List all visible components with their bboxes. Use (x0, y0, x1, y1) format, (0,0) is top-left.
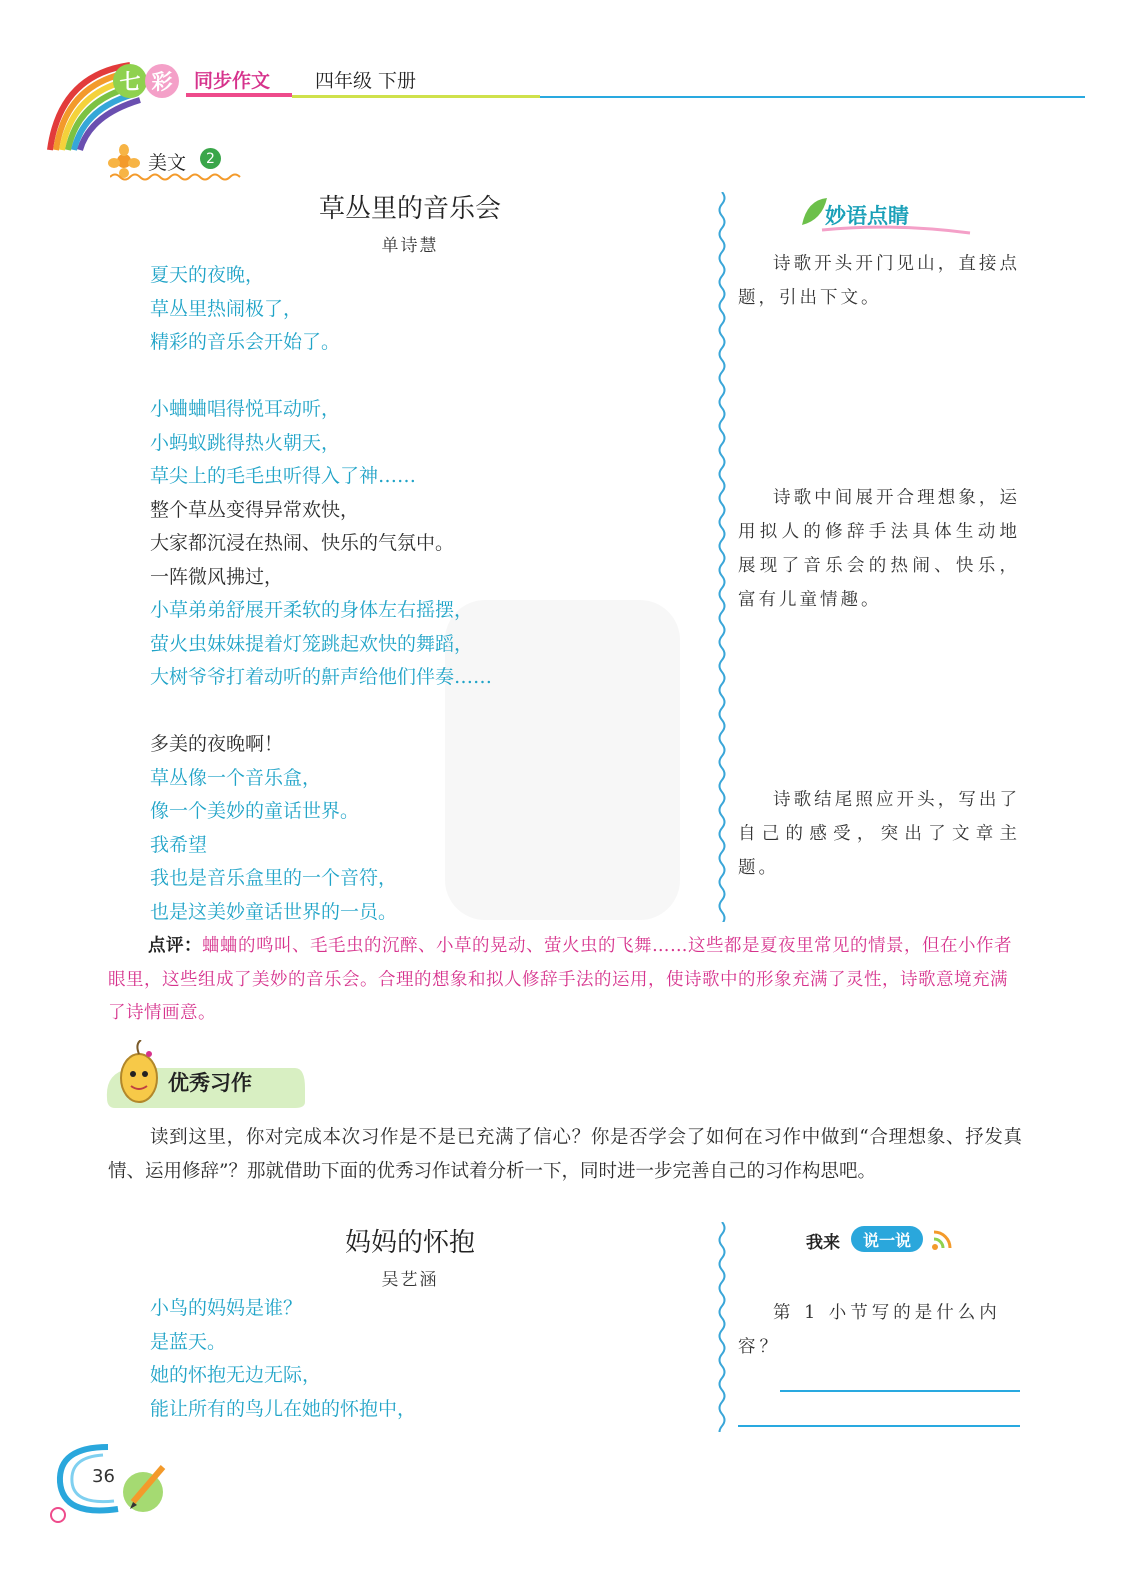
comment-paragraph (108, 930, 1020, 1031)
poem-line: 多美的夜晚啊！ (150, 733, 284, 755)
logo-cai: 彩 (145, 64, 179, 98)
poem-line: 大家都沉浸在热闹、快乐的气氛中。 (150, 532, 455, 554)
side-note-2: 诗歌中间展开合理想象，运用拟人的修辞手法具体生动地展现了音乐会的热闹、快乐，富有儿童情趣。 (738, 488, 1020, 610)
poem-line: 小蚂蚁跳得热火朝天， (150, 431, 341, 454)
section-number-badge: 2 (200, 148, 221, 169)
logo-seven: 七 (113, 64, 147, 98)
poem2-line: 是蓝天。 (150, 1330, 227, 1353)
section-label: 美文 (148, 152, 187, 174)
series-title: 同步作文 (194, 70, 271, 92)
poem2-line: 小鸟的妈妈是谁？ (150, 1297, 303, 1319)
answer-line-2[interactable] (738, 1425, 1020, 1427)
poem-line: 萤火虫妹妹提着灯笼跳起欢快的舞蹈， (150, 632, 474, 655)
header-rule-green (292, 95, 540, 98)
poem-line: 小蛐蛐唱得悦耳动听， (150, 398, 341, 420)
wavy-divider-2 (717, 1222, 727, 1432)
poem-line: 大树爷爷打着动听的鼾声给他们伴奏…… (150, 666, 493, 688)
speak-bubble: 说一说 (851, 1226, 923, 1252)
wavy-divider (717, 192, 727, 922)
poem-line: 夏天的夜晚， (150, 264, 265, 286)
poem-line: 草丛里热闹极了， (150, 297, 303, 320)
header-rule-blue (540, 96, 1085, 98)
poem2-line: 她的怀抱无边无际， (150, 1364, 322, 1386)
poem-line: 整个草丛变得异常欢快， (150, 498, 360, 521)
poem-author: 单诗慧 (381, 236, 439, 256)
comment-label: 点评： (148, 936, 202, 956)
side-note-3: 诗歌结尾照应开头，写出了自己的感受，突出了文章主题。 (738, 790, 1020, 878)
side-note-1: 诗歌开头开门见山，直接点题，引出下文。 (738, 254, 1020, 308)
poem2-author: 吴艺涵 (381, 1270, 439, 1290)
poem-body (150, 259, 710, 929)
excellent-intro: 读到这里，你对完成本次习作是不是已充满了信心？你是否学会了如何在习作中做到“合理想象、抒发真情、运用修辞”？那就借助下面的优秀习作试着分析一下，同时进一步完善自己的习作构思吧。 (108, 1127, 1022, 1182)
poem2-body (150, 1292, 710, 1426)
poem-line (150, 695, 710, 729)
side-heading: 妙语点睛 (825, 204, 909, 228)
poem-line: 像一个美妙的童话世界。 (150, 800, 360, 822)
grade-label: 四年级 下册 (315, 70, 417, 92)
question-text: 第 1 小节写的是什么内容？ (738, 1303, 1001, 1357)
excellent-title: 优秀习作 (168, 1071, 252, 1095)
signal-waves-icon (930, 1228, 954, 1252)
poem-line (150, 360, 710, 394)
poem-line: 草丛像一个音乐盒， (150, 766, 322, 789)
speak-label: 我来 (806, 1233, 840, 1253)
answer-line-1[interactable] (780, 1390, 1020, 1392)
poem-line: 精彩的音乐会开始了。 (150, 331, 341, 353)
poem-title: 草丛里的音乐会 (318, 194, 501, 224)
poem-line: 一阵微风拂过， (150, 565, 284, 588)
poem-line: 小草弟弟舒展开柔软的身体左右摇摆， (150, 599, 474, 621)
comment-text: 蛐蛐的鸣叫、毛毛虫的沉醉、小草的晃动、萤火虫的飞舞……这些都是夏夜里常见的情景，但在小作者眼里，这些组成了美妙的音乐会。合理的想象和拟人修辞手法的运用，使诗歌中的形象充满了灵性，诗歌意境充满了诗情画意。 (108, 936, 1012, 1023)
poem-line: 我也是音乐盒里的一个音符， (150, 867, 398, 889)
page-number: 36 (92, 1466, 115, 1487)
poem2-line: 能让所有的鸟儿在她的怀抱中， (150, 1397, 417, 1420)
header-rule-pink (186, 93, 292, 97)
poem2-title: 妈妈的怀抱 (344, 1228, 475, 1258)
poem-line: 我希望 (150, 833, 208, 856)
wave-underline-icon (110, 172, 242, 182)
poem-line: 草尖上的毛毛虫听得入了神…… (150, 465, 417, 487)
poem-line: 也是这美妙童话世界的一员。 (150, 900, 398, 923)
